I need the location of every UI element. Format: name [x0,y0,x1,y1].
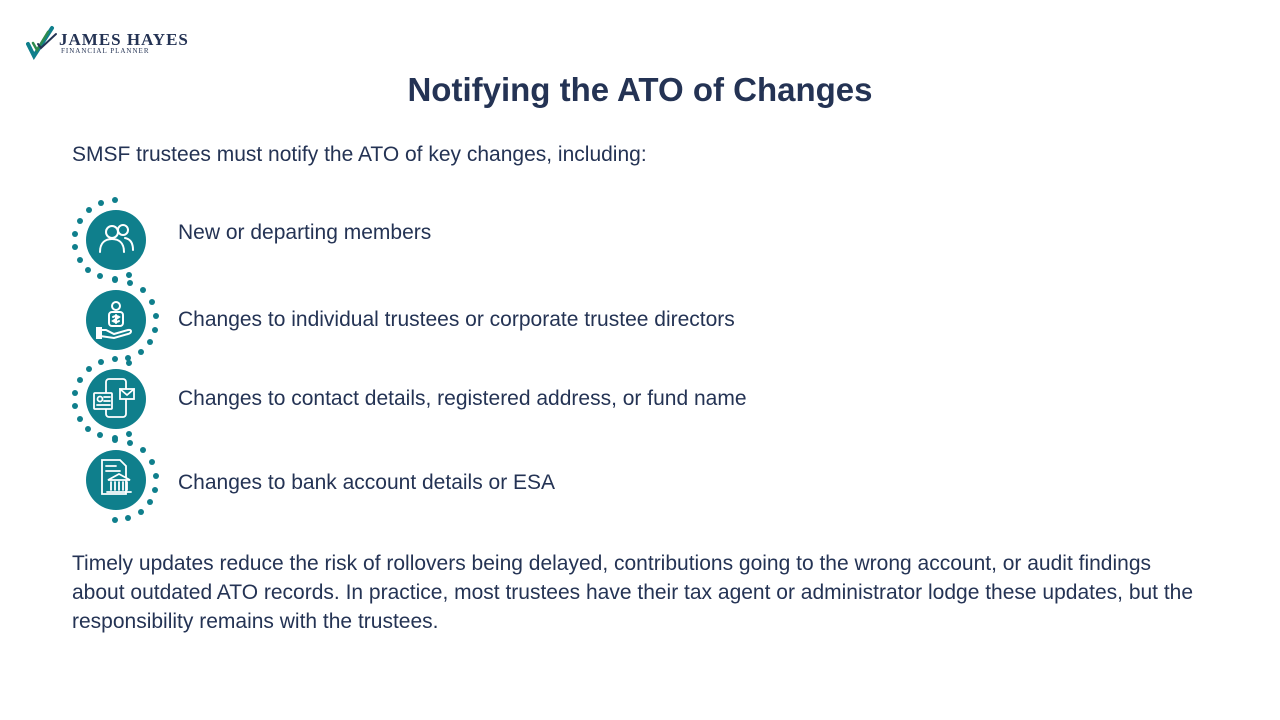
members-icon-badge [70,194,162,286]
checkmark-logo-icon [26,24,58,60]
item-text: Changes to individual trustees or corporate trustee directors [178,308,735,331]
contact-icon-badge [70,353,162,445]
company-logo [26,24,206,60]
item-text: Changes to contact details, registered address, or fund name [178,387,747,410]
logo-tagline: FINANCIAL PLANNER [61,47,150,55]
bank-icon-badge [70,434,162,526]
item-text: New or departing members [178,221,432,244]
closing-paragraph: Timely updates reduce the risk of rollovers being delayed, contributions going to the wrong account, or audit findings about outdated ATO records. In practice, most trustees have their tax agent or administrator lodge these updates, but the responsibility remains with the trustees. [72,552,1194,633]
intro-text: SMSF trustees must notify the ATO of key changes, including: [72,143,647,166]
logo-name: JAMES HAYES [59,30,189,49]
slide-title: Notifying the ATO of Changes [407,71,873,108]
item-text: Changes to bank account details or ESA [178,471,556,494]
